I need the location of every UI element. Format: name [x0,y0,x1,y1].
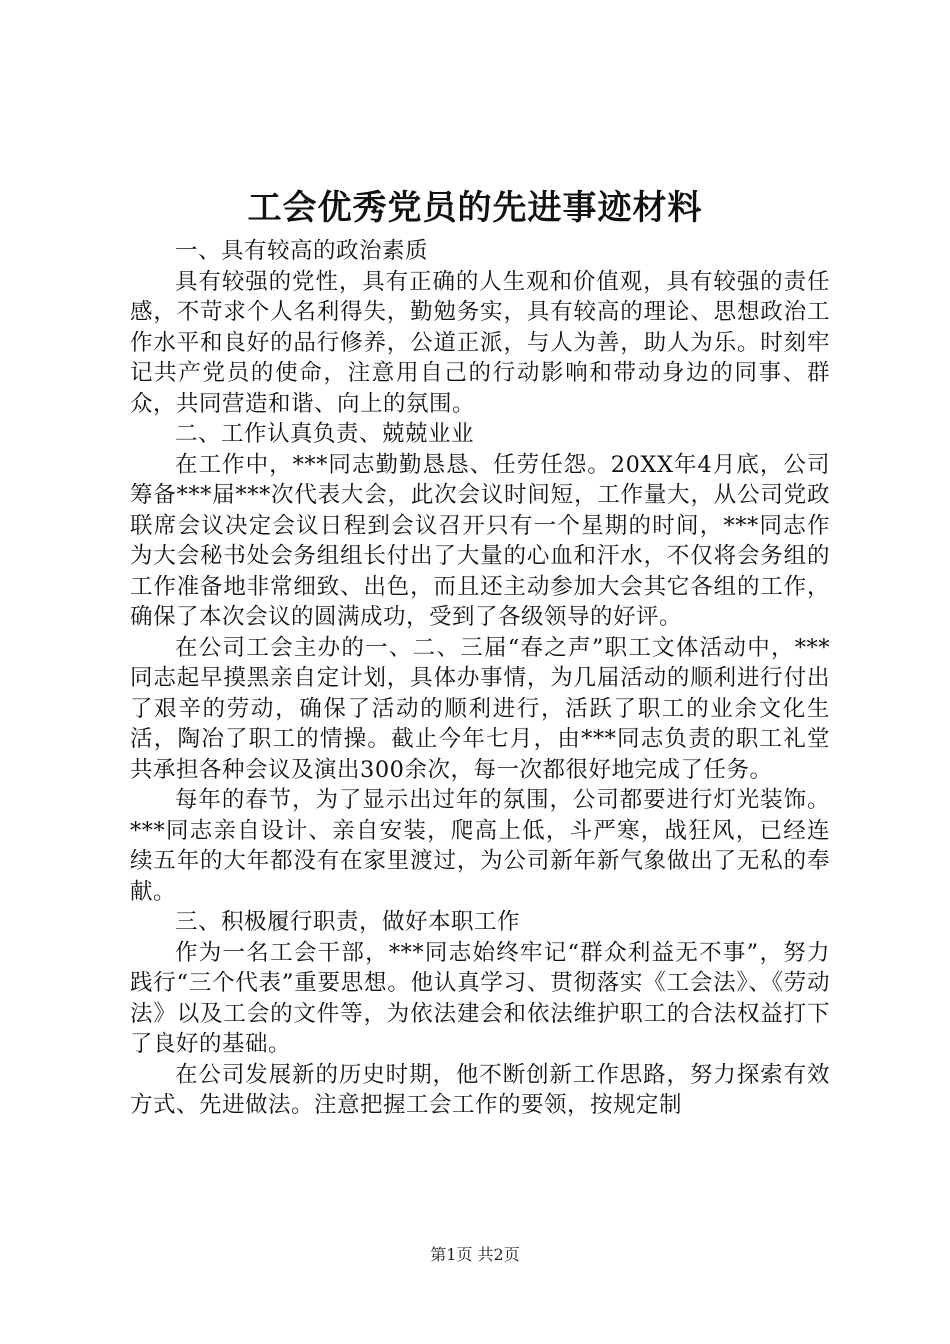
document-body [130,236,830,1121]
paragraph-2: 在工作中，***同志勤勤恳恳、任劳任怨。20XX年4月底，公司筹备***届***次代表大会，此次会议时间短，工作量大，从公司党政联席会议决定会议日程到会议召开只有一个星期的时间，***同志作为大会秘书处会务组组长付出了大量的心血和汗水，不仅将会务组的工作准备地非常细致、出色，而且还主动参加大会其它各组的工作，确保了本次会议的圆满成功，受到了各级领导的好评。 [130,451,830,630]
paragraph-4: 每年的春节，为了显示出过年的氛围，公司都要进行灯光装饰。***同志亲自设计、亲自安装，爬高上低，斗严寒，战狂风，已经连续五年的大年都没有在家里渡过，为公司新年新气象做出了无私的奉献。 [130,787,830,905]
section-heading-1: 一、具有较高的政治素质 [175,238,429,264]
page-footer: 第1页 共2页 [430,1245,520,1264]
paragraph-1: 具有较强的党性，具有正确的人生观和价值观，具有较强的责任感，不苛求个人名利得失，勤勉务实，具有较高的理论、思想政治工作水平和良好的品行修养，公道正派，与人为善，助人为乐。时刻牢记共产党员的使命，注意用自己的行动影响和带动身边的同事、群众，共同营造和谐、向上的氛围。 [130,268,830,417]
paragraph-5: 作为一名工会干部，***同志始终牢记“群众利益无不事”，努力践行“三个代表”重要思想。他认真学习、贯彻落实《工会法》、《劳动法》以及工会的文件等，为依法建会和依法维护职工的合法权益打下了良好的基础。 [130,939,830,1057]
section-heading-2: 二、工作认真负责、兢兢业业 [175,421,475,447]
section-heading-3: 三、积极履行职责，做好本职工作 [175,909,521,935]
paragraph-3: 在公司工会主办的一、二、三届“春之声”职工文体活动中，***同志起早摸黑亲自定计划，具体办事情，为几届活动的顺利进行付出了艰辛的劳动，确保了活动的顺利进行，活跃了职工的业余文化生活，陶冶了职工的情操。截止今年七月，由***同志负责的职工礼堂共承担各种会议及演出300余次，每一次都很好地完成了任务。 [130,634,830,783]
document-title: 工会优秀党员的先进事迹材料 [247,188,703,228]
paragraph-6: 在公司发展新的历史时期，他不断创新工作思路，努力探索有效方式、先进做法。注意把握工会工作的要领，按规定制 [130,1061,830,1118]
